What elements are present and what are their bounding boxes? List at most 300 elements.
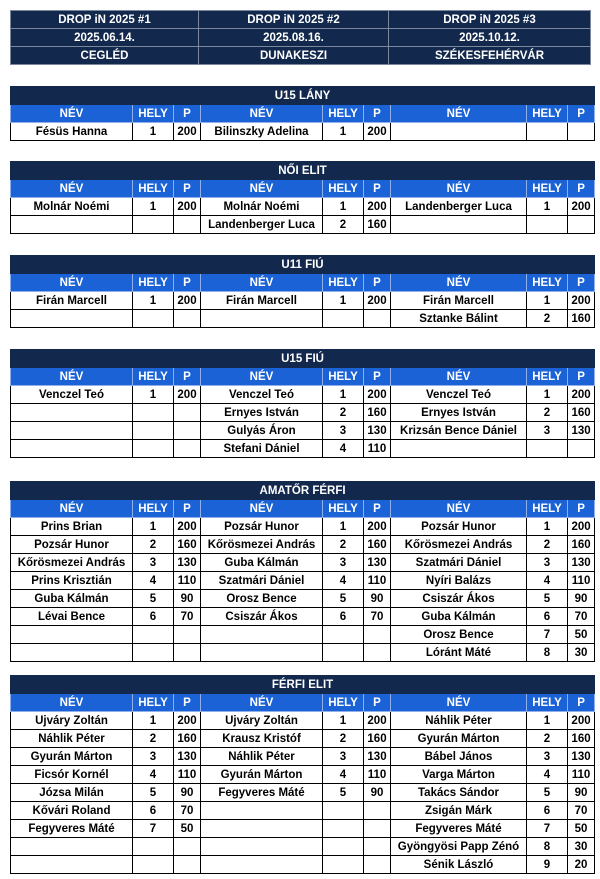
name-cell: Venczel Teó <box>11 386 133 404</box>
name-cell: Molnár Noémi <box>201 198 323 216</box>
points-column-header: P <box>568 500 595 518</box>
points-cell: 200 <box>364 518 391 536</box>
points-cell: 200 <box>568 712 595 730</box>
points-cell: 20 <box>568 856 595 874</box>
points-cell: 130 <box>174 748 201 766</box>
event-title-row <box>11 11 591 29</box>
name-cell <box>391 123 527 141</box>
result-row <box>11 802 595 820</box>
place-cell: 1 <box>323 292 364 310</box>
result-row <box>11 198 595 216</box>
points-cell: 70 <box>174 608 201 626</box>
place-column-header: HELY <box>527 274 568 292</box>
place-cell: 6 <box>133 608 174 626</box>
name-cell: Fegyveres Máté <box>201 784 323 802</box>
place-column-header: HELY <box>527 105 568 123</box>
name-cell: Krausz Kristóf <box>201 730 323 748</box>
points-cell: 30 <box>568 838 595 856</box>
place-cell: 6 <box>527 802 568 820</box>
name-cell: Szatmári Dániel <box>201 572 323 590</box>
place-cell: 4 <box>133 572 174 590</box>
points-cell <box>174 856 201 874</box>
result-row <box>11 784 595 802</box>
name-cell <box>11 404 133 422</box>
points-cell: 110 <box>568 572 595 590</box>
place-cell: 4 <box>527 572 568 590</box>
result-row <box>11 123 595 141</box>
place-cell <box>133 838 174 856</box>
points-column-header: P <box>174 368 201 386</box>
points-cell: 160 <box>364 536 391 554</box>
place-cell: 1 <box>527 386 568 404</box>
result-row <box>11 404 595 422</box>
points-cell: 160 <box>364 730 391 748</box>
place-cell <box>323 802 364 820</box>
name-cell <box>201 820 323 838</box>
name-cell: Ernyes István <box>391 404 527 422</box>
name-cell: Firán Marcell <box>391 292 527 310</box>
event-city: DUNAKESZI <box>199 47 389 65</box>
place-cell <box>323 856 364 874</box>
place-cell: 9 <box>527 856 568 874</box>
points-cell: 200 <box>174 198 201 216</box>
place-cell: 2 <box>323 536 364 554</box>
place-cell: 2 <box>323 730 364 748</box>
name-cell: Firán Marcell <box>201 292 323 310</box>
category-title: U15 LÁNY <box>11 87 595 105</box>
name-column-header: NÉV <box>201 274 323 292</box>
name-cell: Guba Kálmán <box>391 608 527 626</box>
points-cell: 70 <box>568 802 595 820</box>
points-column-header: P <box>364 500 391 518</box>
place-column-header: HELY <box>323 368 364 386</box>
result-row <box>11 292 595 310</box>
points-column-header: P <box>364 368 391 386</box>
points-cell: 160 <box>568 536 595 554</box>
category-table <box>10 349 595 458</box>
name-cell: Gulyás Áron <box>201 422 323 440</box>
name-column-header: NÉV <box>391 105 527 123</box>
place-cell <box>323 820 364 838</box>
points-column-header: P <box>364 105 391 123</box>
name-cell <box>11 644 133 662</box>
place-cell: 4 <box>323 440 364 458</box>
points-cell: 200 <box>568 198 595 216</box>
place-cell: 5 <box>133 590 174 608</box>
name-cell: Nyíri Balázs <box>391 572 527 590</box>
place-cell: 3 <box>527 422 568 440</box>
place-column-header: HELY <box>133 180 174 198</box>
result-row <box>11 310 595 328</box>
name-cell: Prins Krisztián <box>11 572 133 590</box>
points-cell: 200 <box>364 292 391 310</box>
place-cell: 7 <box>527 820 568 838</box>
points-cell <box>364 644 391 662</box>
name-cell: Takács Sándor <box>391 784 527 802</box>
name-cell: Náhlik Péter <box>391 712 527 730</box>
column-header-row <box>11 180 595 198</box>
points-cell: 50 <box>568 626 595 644</box>
column-header-row <box>11 368 595 386</box>
category-title-row <box>11 162 595 180</box>
points-cell: 90 <box>174 590 201 608</box>
column-header-row <box>11 694 595 712</box>
event-city: CEGLÉD <box>11 47 199 65</box>
place-cell: 3 <box>133 554 174 572</box>
name-cell: Kőrösmezei András <box>201 536 323 554</box>
points-column-header: P <box>568 368 595 386</box>
points-cell: 160 <box>568 310 595 328</box>
result-row <box>11 644 595 662</box>
place-cell <box>133 310 174 328</box>
name-column-header: NÉV <box>391 694 527 712</box>
points-cell: 70 <box>364 608 391 626</box>
name-column-header: NÉV <box>11 105 133 123</box>
name-cell: Náhlik Péter <box>11 730 133 748</box>
points-column-header: P <box>568 274 595 292</box>
name-column-header: NÉV <box>201 368 323 386</box>
name-cell: Ujváry Zoltán <box>201 712 323 730</box>
name-cell: Molnár Noémi <box>11 198 133 216</box>
name-cell: Lóránt Máté <box>391 644 527 662</box>
place-cell: 6 <box>323 608 364 626</box>
name-cell: Pozsár Hunor <box>201 518 323 536</box>
place-cell: 2 <box>527 310 568 328</box>
points-cell: 200 <box>364 123 391 141</box>
place-cell: 1 <box>133 386 174 404</box>
name-cell <box>391 440 527 458</box>
place-column-header: HELY <box>133 274 174 292</box>
name-cell: Kőrösmezei András <box>11 554 133 572</box>
place-cell <box>133 422 174 440</box>
place-cell: 4 <box>323 572 364 590</box>
points-cell <box>174 216 201 234</box>
place-cell: 3 <box>323 422 364 440</box>
name-column-header: NÉV <box>11 180 133 198</box>
points-cell: 160 <box>364 216 391 234</box>
name-cell: Guba Kálmán <box>11 590 133 608</box>
result-row <box>11 712 595 730</box>
place-cell: 7 <box>133 820 174 838</box>
place-cell: 3 <box>527 748 568 766</box>
points-column-header: P <box>174 180 201 198</box>
points-column-header: P <box>364 180 391 198</box>
name-cell <box>11 626 133 644</box>
points-cell: 160 <box>174 730 201 748</box>
points-cell: 130 <box>364 748 391 766</box>
points-column-header: P <box>174 274 201 292</box>
place-column-header: HELY <box>133 105 174 123</box>
name-cell: Pozsár Hunor <box>11 536 133 554</box>
points-cell: 50 <box>568 820 595 838</box>
result-row <box>11 856 595 874</box>
result-row <box>11 216 595 234</box>
category-table <box>10 675 595 874</box>
points-cell: 200 <box>174 712 201 730</box>
place-cell: 2 <box>527 536 568 554</box>
name-cell: Csiszár Ákos <box>201 608 323 626</box>
place-cell <box>323 310 364 328</box>
points-column-header: P <box>568 180 595 198</box>
result-row <box>11 422 595 440</box>
name-cell <box>201 802 323 820</box>
name-cell <box>11 440 133 458</box>
points-cell: 110 <box>364 440 391 458</box>
place-column-header: HELY <box>527 180 568 198</box>
name-cell <box>391 216 527 234</box>
place-cell: 2 <box>133 730 174 748</box>
place-column-header: HELY <box>133 500 174 518</box>
points-cell: 200 <box>174 386 201 404</box>
name-cell <box>11 838 133 856</box>
points-cell: 130 <box>364 422 391 440</box>
result-row <box>11 626 595 644</box>
place-cell: 1 <box>527 518 568 536</box>
place-cell <box>133 404 174 422</box>
points-cell: 130 <box>568 422 595 440</box>
category-title: U15 FIÚ <box>11 350 595 368</box>
name-cell: Sztanke Bálint <box>391 310 527 328</box>
name-cell: Landenberger Luca <box>391 198 527 216</box>
category-title: NŐI ELIT <box>11 162 595 180</box>
place-cell: 1 <box>133 712 174 730</box>
place-cell: 1 <box>527 712 568 730</box>
place-cell: 4 <box>323 766 364 784</box>
name-cell: Náhlik Péter <box>201 748 323 766</box>
points-cell: 30 <box>568 644 595 662</box>
place-cell: 1 <box>133 292 174 310</box>
name-cell: Ernyes István <box>201 404 323 422</box>
place-cell <box>133 440 174 458</box>
name-cell: Zsigán Márk <box>391 802 527 820</box>
points-cell: 130 <box>568 554 595 572</box>
name-cell: Fegyveres Máté <box>11 820 133 838</box>
points-column-header: P <box>174 694 201 712</box>
name-cell <box>201 310 323 328</box>
event-title: DROP iN 2025 #2 <box>199 11 389 29</box>
event-header-table <box>10 10 591 65</box>
place-cell: 3 <box>133 748 174 766</box>
column-header-row <box>11 274 595 292</box>
points-cell: 160 <box>568 730 595 748</box>
place-cell: 1 <box>133 198 174 216</box>
place-cell: 1 <box>323 712 364 730</box>
result-row <box>11 590 595 608</box>
name-cell: Józsa Milán <box>11 784 133 802</box>
name-column-header: NÉV <box>201 500 323 518</box>
points-cell <box>174 440 201 458</box>
points-cell <box>364 838 391 856</box>
points-cell: 160 <box>568 404 595 422</box>
place-column-header: HELY <box>323 105 364 123</box>
name-cell: Gyurán Márton <box>201 766 323 784</box>
points-cell <box>364 802 391 820</box>
name-cell: Guba Kálmán <box>201 554 323 572</box>
place-cell: 1 <box>323 518 364 536</box>
event-date: 2025.06.14. <box>11 29 199 47</box>
name-cell <box>11 216 133 234</box>
event-date-row <box>11 29 591 47</box>
name-cell: Szatmári Dániel <box>391 554 527 572</box>
place-cell: 1 <box>527 198 568 216</box>
points-column-header: P <box>174 105 201 123</box>
name-column-header: NÉV <box>11 368 133 386</box>
event-title: DROP iN 2025 #1 <box>11 11 199 29</box>
category-title-row <box>11 256 595 274</box>
place-cell: 6 <box>133 802 174 820</box>
points-cell: 90 <box>568 784 595 802</box>
points-cell <box>364 626 391 644</box>
points-cell <box>174 404 201 422</box>
name-cell <box>201 626 323 644</box>
points-cell <box>174 310 201 328</box>
place-column-header: HELY <box>527 500 568 518</box>
place-column-header: HELY <box>323 180 364 198</box>
result-row <box>11 730 595 748</box>
place-cell <box>133 644 174 662</box>
category-title: AMATŐR FÉRFI <box>11 482 595 500</box>
place-cell: 6 <box>527 608 568 626</box>
result-row <box>11 440 595 458</box>
points-cell: 200 <box>364 386 391 404</box>
name-cell: Kőrösmezei András <box>391 536 527 554</box>
category-title: FÉRFI ELIT <box>11 676 595 694</box>
place-cell <box>133 216 174 234</box>
name-cell <box>11 310 133 328</box>
place-column-header: HELY <box>323 694 364 712</box>
points-cell: 200 <box>568 386 595 404</box>
points-cell: 130 <box>174 554 201 572</box>
name-column-header: NÉV <box>11 500 133 518</box>
category-table <box>10 161 595 234</box>
points-cell: 90 <box>568 590 595 608</box>
place-column-header: HELY <box>133 368 174 386</box>
points-cell: 90 <box>364 784 391 802</box>
result-row <box>11 838 595 856</box>
place-column-header: HELY <box>323 274 364 292</box>
place-cell: 2 <box>323 404 364 422</box>
points-cell: 90 <box>174 784 201 802</box>
points-cell: 130 <box>568 748 595 766</box>
event-date: 2025.08.16. <box>199 29 389 47</box>
name-cell <box>11 422 133 440</box>
name-cell: Lévai Bence <box>11 608 133 626</box>
points-cell: 70 <box>174 802 201 820</box>
points-column-header: P <box>568 105 595 123</box>
name-cell: Venczel Teó <box>201 386 323 404</box>
name-column-header: NÉV <box>391 500 527 518</box>
points-cell <box>364 856 391 874</box>
event-city: SZÉKESFEHÉRVÁR <box>389 47 591 65</box>
points-cell: 200 <box>568 292 595 310</box>
place-cell: 4 <box>133 766 174 784</box>
points-cell <box>174 626 201 644</box>
event-title: DROP iN 2025 #3 <box>389 11 591 29</box>
name-cell: Fésüs Hanna <box>11 123 133 141</box>
place-cell: 5 <box>527 590 568 608</box>
name-column-header: NÉV <box>391 180 527 198</box>
category-title: U11 FIÚ <box>11 256 595 274</box>
name-cell: Ficsór Kornél <box>11 766 133 784</box>
name-cell: Gyöngyösi Papp Zénó <box>391 838 527 856</box>
place-cell: 8 <box>527 644 568 662</box>
points-column-header: P <box>364 274 391 292</box>
place-cell <box>133 856 174 874</box>
points-cell: 200 <box>174 292 201 310</box>
place-cell <box>527 123 568 141</box>
name-cell: Fegyveres Máté <box>391 820 527 838</box>
place-column-header: HELY <box>527 368 568 386</box>
name-column-header: NÉV <box>391 368 527 386</box>
points-cell <box>174 644 201 662</box>
place-cell: 3 <box>323 748 364 766</box>
name-cell: Firán Marcell <box>11 292 133 310</box>
result-row <box>11 536 595 554</box>
points-cell <box>174 422 201 440</box>
place-cell <box>323 626 364 644</box>
name-column-header: NÉV <box>201 105 323 123</box>
place-cell: 7 <box>527 626 568 644</box>
result-row <box>11 386 595 404</box>
place-cell: 1 <box>527 292 568 310</box>
points-cell: 200 <box>174 518 201 536</box>
name-cell <box>201 856 323 874</box>
place-cell: 8 <box>527 838 568 856</box>
result-row <box>11 820 595 838</box>
result-row <box>11 518 595 536</box>
points-cell: 70 <box>568 608 595 626</box>
place-cell <box>323 838 364 856</box>
place-cell: 3 <box>527 554 568 572</box>
points-column-header: P <box>174 500 201 518</box>
name-column-header: NÉV <box>11 694 133 712</box>
name-cell: Stefani Dániel <box>201 440 323 458</box>
place-cell <box>323 644 364 662</box>
points-cell: 200 <box>174 123 201 141</box>
place-cell: 1 <box>133 123 174 141</box>
points-cell: 160 <box>174 536 201 554</box>
points-cell: 110 <box>174 572 201 590</box>
result-row <box>11 608 595 626</box>
points-cell <box>174 838 201 856</box>
name-cell: Pozsár Hunor <box>391 518 527 536</box>
points-cell: 110 <box>364 766 391 784</box>
place-cell: 1 <box>133 518 174 536</box>
name-cell: Ujváry Zoltán <box>11 712 133 730</box>
event-date: 2025.10.12. <box>389 29 591 47</box>
category-title-row <box>11 87 595 105</box>
column-header-row <box>11 105 595 123</box>
points-cell: 200 <box>568 518 595 536</box>
name-column-header: NÉV <box>201 180 323 198</box>
place-cell: 3 <box>323 554 364 572</box>
name-cell: Kővári Roland <box>11 802 133 820</box>
points-cell <box>364 820 391 838</box>
name-cell: Orosz Bence <box>391 626 527 644</box>
place-column-header: HELY <box>133 694 174 712</box>
name-cell: Venczel Teó <box>391 386 527 404</box>
place-cell: 5 <box>323 590 364 608</box>
name-cell: Prins Brian <box>11 518 133 536</box>
category-table <box>10 255 595 328</box>
category-title-row <box>11 482 595 500</box>
points-cell: 130 <box>364 554 391 572</box>
place-cell: 1 <box>323 123 364 141</box>
column-header-row <box>11 500 595 518</box>
points-cell: 110 <box>568 766 595 784</box>
name-column-header: NÉV <box>11 274 133 292</box>
points-cell <box>568 216 595 234</box>
